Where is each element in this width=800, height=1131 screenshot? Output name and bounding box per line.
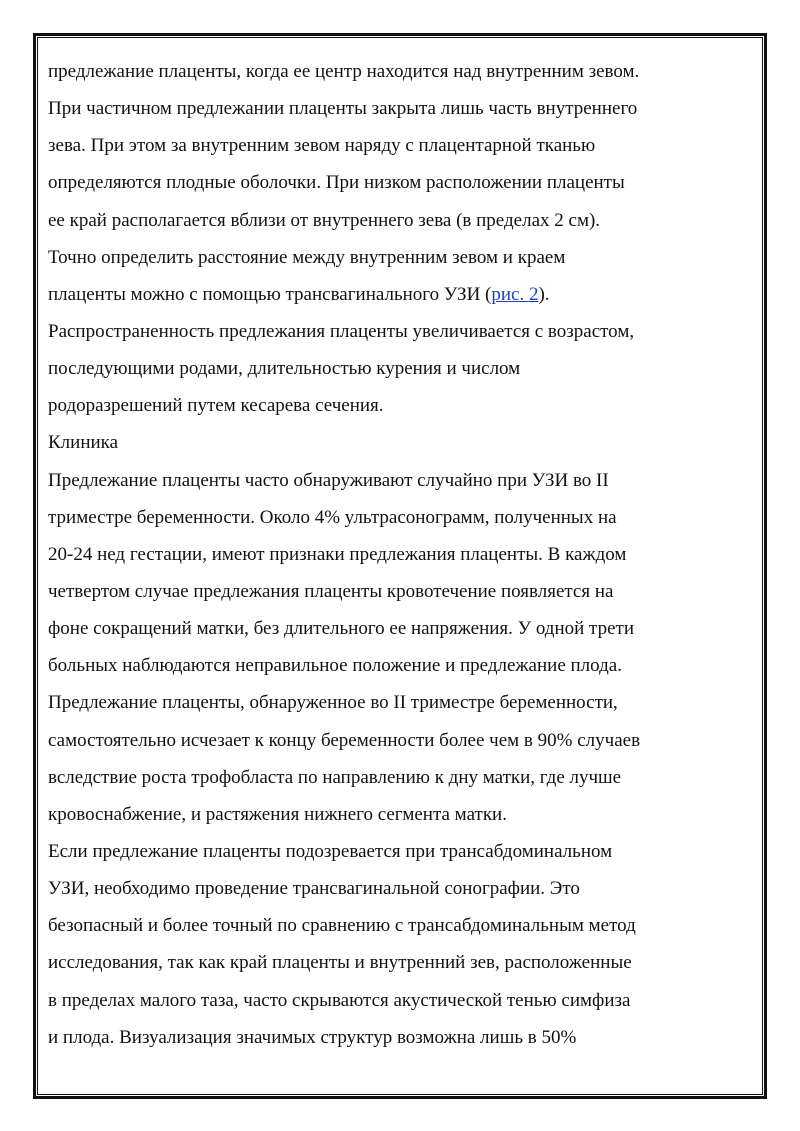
text-line: определяются плодные оболочки. При низком расположении плаценты xyxy=(48,172,625,194)
text-line xyxy=(48,276,748,313)
text-line: Предлежание плаценты, обнаруженное во II триместре беременности, xyxy=(48,692,618,714)
figure-2-link[interactable]: рис. 2 xyxy=(491,283,539,305)
text-line: предлежание плаценты, когда ее центр находится над внутренним зевом. xyxy=(48,61,640,82)
text-line: Предлежание плаценты часто обнаруживают случайно при УЗИ во II xyxy=(48,469,609,491)
text-segment: ). xyxy=(538,283,550,305)
text-line: четвертом случае предлежания плаценты кровотечение появляется на xyxy=(48,580,614,602)
text-line: родоразрешений путем кесарева сечения. xyxy=(48,395,384,417)
text-line: зева. При этом за внутренним зевом наряду с плацентарной тканью xyxy=(48,135,596,157)
text-line: УЗИ, необходимо проведение трансвагинальной сонографии. Это xyxy=(48,878,580,900)
text-line: самостоятельно исчезает к концу беременности более чем в 90% случаев xyxy=(48,729,641,751)
text-line: Точно определить расстояние между внутренним зевом и краем xyxy=(48,246,566,268)
text-segment: плаценты можно с помощью трансвагинального УЗИ ( xyxy=(48,283,492,305)
text-line: триместре беременности. Около 4% ультрасонограмм, полученных на xyxy=(48,506,617,528)
text-line: исследования, так как край плаценты и внутренний зев, расположенные xyxy=(48,952,632,974)
text-line: кровоснабжение, и растяжения нижнего сегмента матки. xyxy=(48,803,507,825)
text-line: последующими родами, длительностью курения и числом xyxy=(48,358,521,380)
text-line: При частичном предлежании плаценты закрыта лишь часть внутреннего xyxy=(48,98,638,120)
text-line: фоне сокращений матки, без длительного ее напряжения. У одной трети xyxy=(48,618,634,640)
text-line: ее край располагается вблизи от внутреннего зева (в пределах 2 см). xyxy=(48,209,601,231)
text-line: безопасный и более точный по сравнению с трансабдоминальным метод xyxy=(48,915,636,937)
text-line: вследствие роста трофобласта по направлению к дну матки, где лучше xyxy=(48,766,622,788)
text-line: больных наблюдаются неправильное положение и предлежание плода. xyxy=(48,655,622,677)
text-line: и плода. Визуализация значимых структур возможна лишь в 50% xyxy=(48,1026,577,1048)
text-line: в пределах малого таза, часто скрываются акустической тенью симфиза xyxy=(48,989,631,1011)
section-heading: Клиника xyxy=(48,432,119,454)
text-line: 20-24 нед гестации, имеют признаки предлежания плаценты. В каждом xyxy=(48,543,627,565)
text-line: Распространенность предлежания плаценты увеличивается с возрастом, xyxy=(48,320,635,342)
text-line: Если предлежание плаценты подозревается при трансабдоминальном xyxy=(48,840,613,862)
document-body xyxy=(48,53,748,1056)
